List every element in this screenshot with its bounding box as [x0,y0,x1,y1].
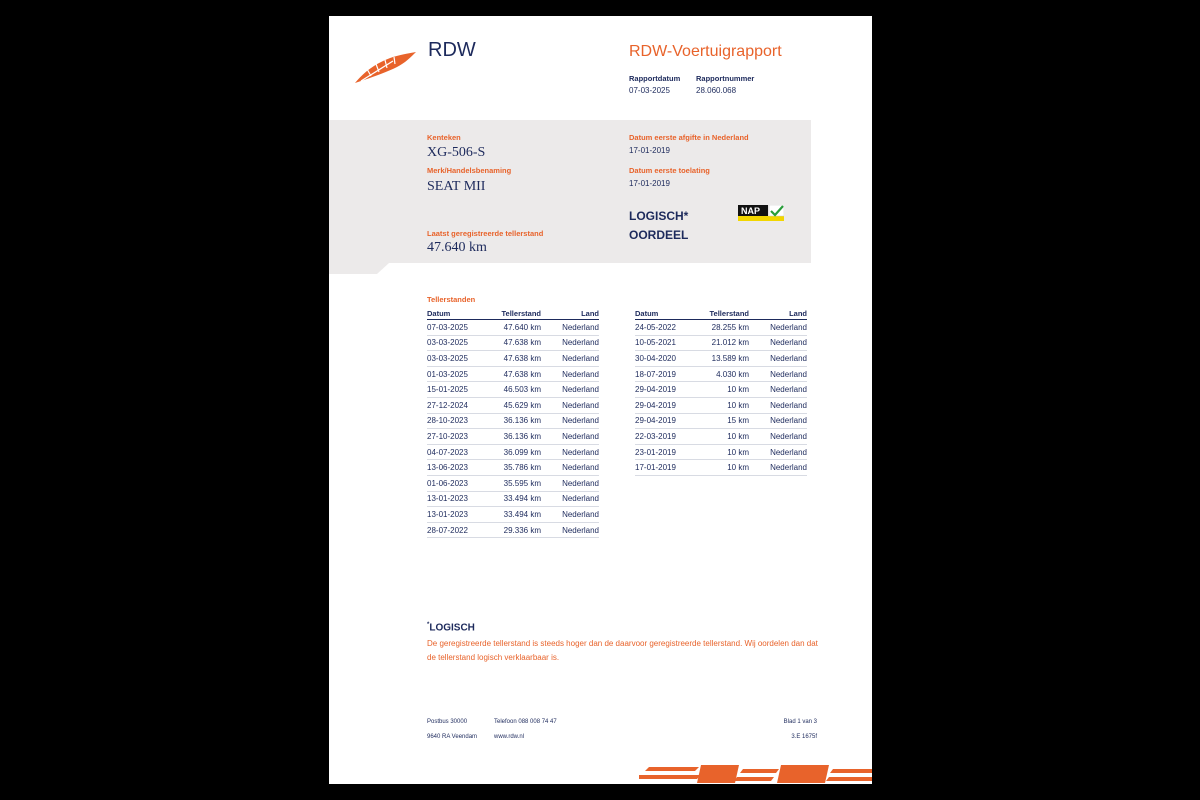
table-row [427,492,599,508]
oordeel-line-1: LOGISCH* [629,209,689,223]
table-row [427,429,599,445]
cell-datum: 01-03-2025 [427,369,468,379]
report-page [329,16,872,784]
report-date [629,74,680,95]
cell-datum: 13-01-2023 [427,509,468,519]
table-row [427,367,599,383]
cell-datum: 10-05-2021 [635,338,676,348]
footer-telefoon: Telefoon 088 008 74 47 [494,719,557,725]
cell-land: Nederland [770,338,807,348]
cell-tellerstand: 35.786 km [503,463,541,473]
cell-land: Nederland [562,447,599,457]
report-number-value: 28.060.068 [696,86,737,95]
footer-plaats: 9640 RA Veendam [427,734,478,740]
table-header [635,308,807,320]
cell-tellerstand: 13.589 km [711,353,749,363]
table-row [635,351,807,367]
tellerstanden-table-right [635,308,807,476]
cell-datum: 28-10-2023 [427,416,468,426]
cell-datum: 01-06-2023 [427,478,468,488]
cell-datum: 04-07-2023 [427,447,468,457]
afgifte-label: Datum eerste afgifte in Nederland [629,133,749,142]
cell-tellerstand: 28.255 km [711,322,749,332]
cell-datum: 29-04-2019 [635,400,676,410]
report-title: RDW-Voertuigrapport [629,43,782,60]
tellerstanden-title: Tellerstanden [427,295,476,304]
table-row [635,367,807,383]
table-body-left [427,320,599,538]
cell-land: Nederland [770,369,807,379]
cell-tellerstand: 46.503 km [503,385,541,395]
cell-tellerstand: 35.595 km [503,478,541,488]
report-number [696,74,754,95]
report-date-value: 07-03-2025 [629,86,670,95]
logisch-title-text: LOGISCH [429,622,475,634]
cell-land: Nederland [562,416,599,426]
table-row [427,476,599,492]
cell-tellerstand: 4.030 km [716,369,749,379]
tellerstand-label: Laatst geregistreerde tellerstand [427,229,544,238]
cell-datum: 30-04-2020 [635,353,676,363]
table-row [427,351,599,367]
tellerstanden-table-left [427,308,599,538]
afgifte-value: 17-01-2019 [629,146,670,155]
report-date-label: Rapportdatum [629,74,681,83]
table-row [427,460,599,476]
cell-tellerstand: 10 km [727,431,749,441]
report-number-label: Rapportnummer [696,74,755,83]
nap-check-icon [738,205,784,221]
footer-postbus: Postbus 30000 [427,719,468,725]
cell-datum: 03-03-2025 [427,353,468,363]
table-body-right [635,320,807,476]
cell-land: Nederland [770,353,807,363]
cell-datum: 27-12-2024 [427,400,468,410]
cell-land: Nederland [770,400,807,410]
cell-land: Nederland [562,369,599,379]
cell-land: Nederland [562,322,599,332]
kenteken-value: XG-506-S [427,145,486,160]
brand-name: RDW [428,39,476,61]
header-datum: Datum [427,309,451,318]
header-land: Land [789,309,807,318]
cell-land: Nederland [770,447,807,457]
cell-land: Nederland [562,338,599,348]
cell-land: Nederland [562,494,599,504]
cell-datum: 13-06-2023 [427,463,468,473]
merk-label: Merk/Handelsbenaming [427,166,512,175]
cell-land: Nederland [562,463,599,473]
cell-tellerstand: 36.136 km [503,416,541,426]
cell-tellerstand: 10 km [727,400,749,410]
tellerstand-value: 47.640 km [427,240,487,255]
cell-datum: 07-03-2025 [427,322,468,332]
cell-tellerstand: 36.099 km [503,447,541,457]
cell-land: Nederland [562,385,599,395]
oordeel-verdict [629,207,688,245]
cell-land: Nederland [562,509,599,519]
cell-land: Nederland [562,353,599,363]
footer-website[interactable]: www.rdw.nl [494,734,525,740]
cell-tellerstand: 47.640 km [503,322,541,332]
cell-tellerstand: 10 km [727,447,749,457]
table-row [427,336,599,352]
cell-land: Nederland [562,400,599,410]
cell-land: Nederland [770,416,807,426]
cell-tellerstand: 47.638 km [503,353,541,363]
header-land: Land [581,309,599,318]
cell-land: Nederland [562,478,599,488]
cell-datum: 15-01-2025 [427,385,468,395]
table-row [635,429,807,445]
cell-datum: 03-03-2025 [427,338,468,348]
table-row [427,398,599,414]
cell-tellerstand: 47.638 km [503,369,541,379]
logisch-explanation: De geregistreerde tellerstand is steeds hoger dan de daarvoor geregistreerde tellerstand. Wij oordelen dan dat de tellerstand logisch verklaarbaar is. [427,639,818,662]
cell-tellerstand: 21.012 km [711,338,749,348]
table-row [427,320,599,336]
toelating-label: Datum eerste toelating [629,166,710,175]
cell-tellerstand: 10 km [727,385,749,395]
rdw-feather-logo [353,51,417,85]
cell-tellerstand: 15 km [727,416,749,426]
table-row [427,523,599,539]
cell-land: Nederland [562,525,599,535]
cell-tellerstand: 33.494 km [503,509,541,519]
cell-land: Nederland [562,431,599,441]
cell-datum: 29-04-2019 [635,385,676,395]
header-tellerstand: Tellerstand [709,309,749,318]
cell-land: Nederland [770,385,807,395]
header-datum: Datum [635,309,659,318]
table-row [427,507,599,523]
footer-blad: Blad 1 van 3 [783,719,817,725]
cell-datum: 13-01-2023 [427,494,468,504]
toelating-value: 17-01-2019 [629,179,670,188]
cell-datum: 27-10-2023 [427,431,468,441]
table-row [635,445,807,461]
footer-stripes-decoration [639,763,872,784]
cell-datum: 23-01-2019 [635,447,676,457]
cell-tellerstand: 33.494 km [503,494,541,504]
cell-datum: 28-07-2022 [427,525,468,535]
cell-land: Nederland [770,463,807,473]
table-row [427,414,599,430]
table-row [635,460,807,476]
cell-tellerstand: 45.629 km [503,400,541,410]
table-row [635,414,807,430]
cell-tellerstand: 29.336 km [503,525,541,535]
cell-datum: 18-07-2019 [635,369,676,379]
table-row [427,445,599,461]
table-row [635,382,807,398]
table-row [635,320,807,336]
nap-text: NAP [741,206,761,216]
cell-datum: 24-05-2022 [635,322,676,332]
logisch-title [427,622,475,633]
cell-datum: 29-04-2019 [635,416,676,426]
footer-code: 3.E 1675f [791,734,817,740]
table-row [635,336,807,352]
panel-tab-decoration [329,263,389,274]
logisch-star: * [427,622,430,628]
table-header [427,308,599,320]
oordeel-line-2: OORDEEL [629,228,689,242]
cell-datum: 17-01-2019 [635,463,676,473]
header-tellerstand: Tellerstand [501,309,541,318]
cell-datum: 22-03-2019 [635,431,676,441]
cell-tellerstand: 10 km [727,463,749,473]
cell-tellerstand: 36.136 km [503,431,541,441]
cell-tellerstand: 47.638 km [503,338,541,348]
cell-land: Nederland [770,431,807,441]
kenteken-label: Kenteken [427,133,461,142]
table-row [635,398,807,414]
table-row [427,382,599,398]
merk-value: SEAT MII [427,179,486,194]
cell-land: Nederland [770,322,807,332]
